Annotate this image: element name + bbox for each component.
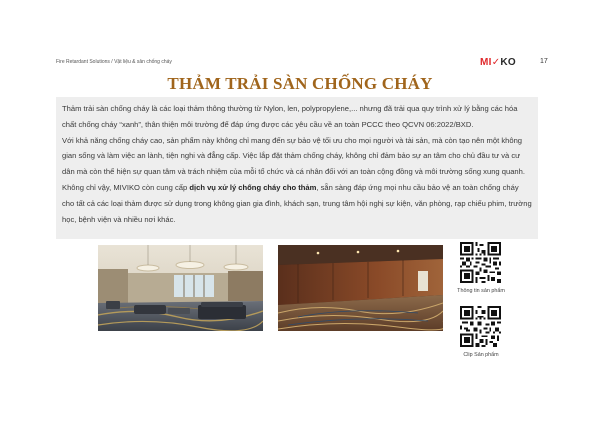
- logo-part-2: KO: [500, 57, 517, 68]
- brand-logo: [480, 57, 516, 68]
- product-info-qr-code[interactable]: [460, 242, 501, 283]
- logo-part-1: MI: [480, 57, 492, 68]
- page-title: THẢM TRẢI SÀN CHỐNG CHÁY: [167, 74, 433, 93]
- product-clip-qr-code[interactable]: [460, 306, 501, 347]
- breadcrumb: Fire Retardant Solutions / Vật liệu & sản chống cháy: [56, 59, 172, 65]
- lobby-carpet-photo: [98, 245, 263, 331]
- paragraph-service: [62, 180, 532, 227]
- paragraph-benefits: Với khả năng chống cháy cao, sản phẩm này không chỉ mang đến sự bảo vệ tối ưu cho mọi người và tài sản, mà còn tạo nên một không gian sống và làm việc an lành, tiện nghi và đẳng cấp. Việc lắp đặt thảm chống cháy, không chỉ đảm bảo sự an tâm cho chủ đầu tư và cư dân mà còn thể hiện sự quan tâm và trách nhiệm của mỗi tổ chức và cá nhân đối với an toàn cộng đồng và môi trường sống xung quanh.: [62, 135, 525, 177]
- service-text-end: , sẵn sàng đáp ứng mọi nhu cầu bảo vệ an toàn chống cháy cho tất cả các loại thảm được sử dụng trong không gian gia đình, khách sạn, trung tâm hội nghị sự kiện, văn phòng, rạp chiếu phim, trường học, bệnh viện và nhiều nơi khác.: [62, 182, 532, 224]
- product-clip-qr-caption: Clip Sản phẩm: [463, 352, 499, 358]
- service-text-start: Không chỉ vậy, MIVIKO còn cung cấp: [62, 182, 190, 192]
- product-info-qr-caption: Thông tin sản phẩm: [457, 288, 505, 294]
- logo-swoosh-icon: ✓: [491, 57, 501, 68]
- description-box: [56, 97, 538, 239]
- page-number: 17: [540, 58, 548, 65]
- service-highlight: dịch vụ xử lý chống cháy cho thảm: [189, 182, 317, 192]
- corridor-carpet-photo: [278, 245, 443, 331]
- paragraph-intro: Thảm trải sàn chống cháy là các loại thảm thông thường từ Nylon, len, polypropylene,... nhưng đã trải qua quy trình xử lý bằng các hóa chất chống cháy “xanh”, thân thiện môi trường để đáp ứng được các yêu cầu về an toàn PCCC theo QCVN 06:2022/BXD.: [62, 104, 518, 129]
